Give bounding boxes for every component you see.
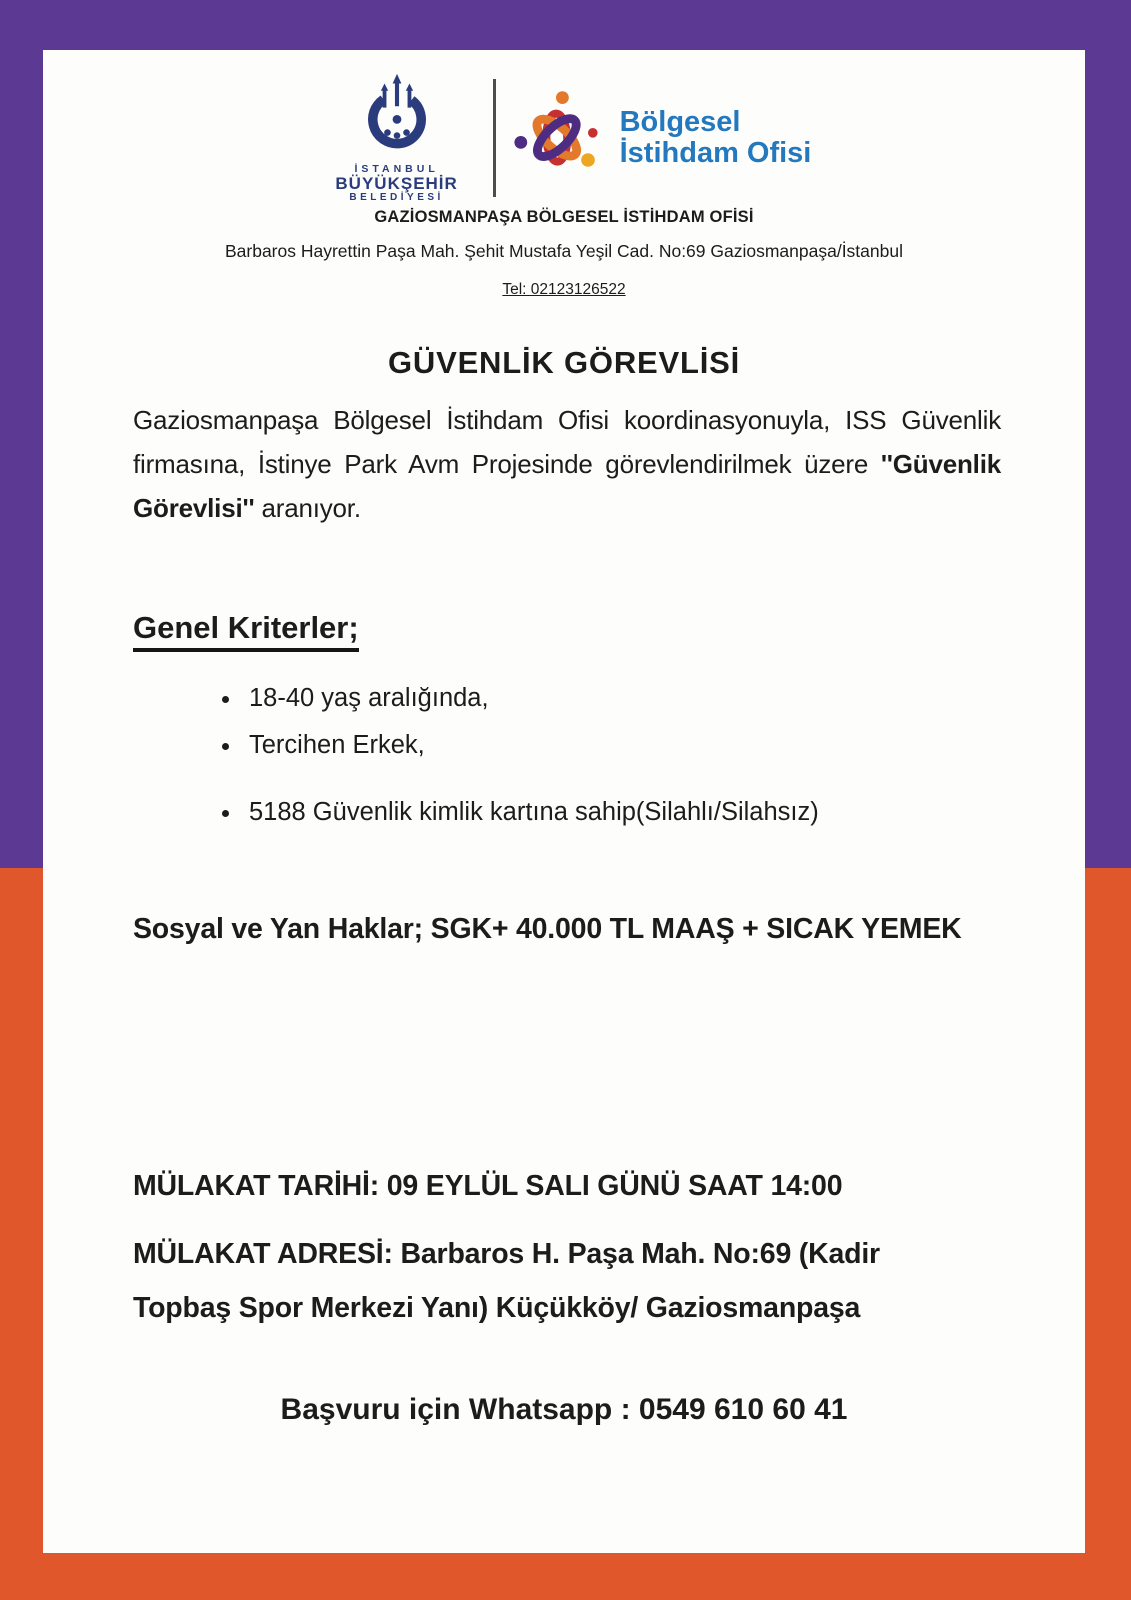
ibb-logo-line2: BÜYÜKŞEHİR [335,173,458,193]
criteria-item [243,796,1085,829]
bolgesel-istihdam-logo [512,88,812,189]
office-name: GAZİOSMANPAŞA BÖLGESEL İSTİHDAM OFİSİ [374,208,754,226]
ibb-logo-text [335,164,457,203]
interview-address-line: MÜLAKAT ADRESİ: Barbaros H. Paşa Mah. No:69 (Kadir Topbaş Spor Merkezi Yanı) Küçükköy/ Gaziosmanpaşa [133,1238,880,1324]
criteria-item [243,682,1085,715]
flyer-sheet [43,50,1085,1553]
intro-text-end: aranıyor. [254,493,361,523]
criteria-heading-text: Genel Kriterler; [133,610,359,652]
job-title: GÜVENLİK GÖREVLİSİ [388,345,740,380]
bolgesel-istihdam-logo-text [620,107,812,170]
ibb-logo-line3: BELEDİYESİ [349,191,444,203]
criteria-item-text: 5188 Güvenlik kimlik kartına sahip(Silahlı/Silahsız) [249,798,819,826]
criteria-item-text: 18-40 yaş aralığında, [249,684,489,712]
bio-logo-line2: İstihdam Ofisi [619,137,812,169]
office-phone: Tel: 02123126522 [502,281,626,298]
ibb-logo-line1: İSTANBUL [354,162,439,175]
interview-date-line: MÜLAKAT TARİHİ: 09 EYLÜL SALI GÜNÜ SAAT 14:00 [133,1170,843,1202]
job-intro-paragraph [133,398,1001,530]
ibb-municipality-logo [317,73,477,203]
application-whatsapp-line: Başvuru için Whatsapp : 0549 610 60 41 [280,1393,848,1426]
benefits-line: Sosyal ve Yan Haklar; SGK+ 40.000 TL MAAŞ + SICAK YEMEK [133,913,962,945]
bolgesel-istihdam-knot-icon [512,88,608,189]
intro-text-bold: ''Güvenlik Görevlisi'' [133,449,1001,523]
criteria-item [243,729,1085,762]
logo-divider [493,79,496,197]
bio-logo-line1: Bölgesel [619,105,741,138]
ibb-emblem-icon [353,73,441,162]
intro-text-start: Gaziosmanpaşa Bölgesel İstihdam Ofisi koordinasyonuyla, ISS Güvenlik firmasına, İstinye Park Avm Projesinde görevlendirilmek üzere [133,405,1001,479]
criteria-item-text: Tercihen Erkek, [249,731,425,759]
logo-row [43,72,1085,204]
criteria-heading [133,610,1085,646]
office-address: Barbaros Hayrettin Paşa Mah. Şehit Mustafa Yeşil Cad. No:69 Gaziosmanpaşa/İstanbul [224,241,903,261]
criteria-list [43,682,1085,829]
